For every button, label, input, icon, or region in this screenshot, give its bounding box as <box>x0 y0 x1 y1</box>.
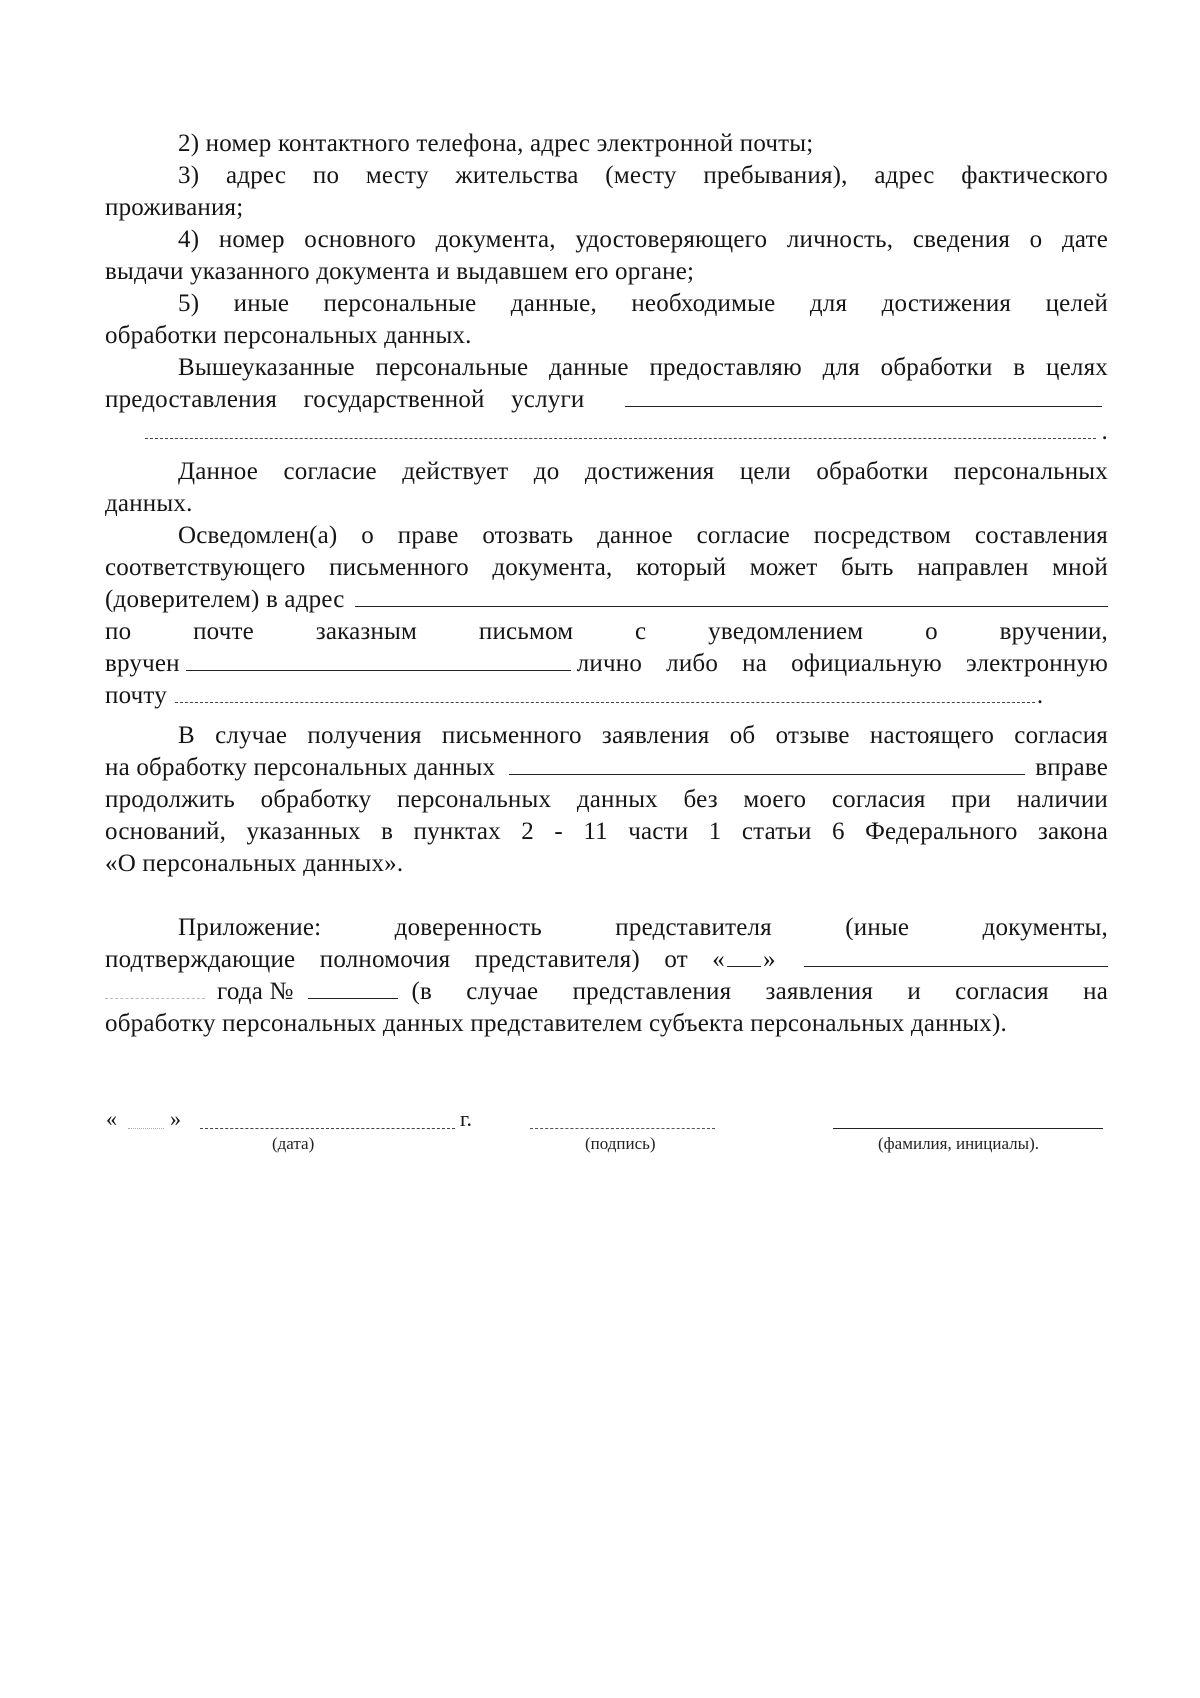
item-4-line-2: выдачи указанного документа и выдавшем его органе; <box>105 258 695 285</box>
operator-name-field[interactable] <box>509 752 1025 775</box>
signature-quote-close: » <box>170 1106 181 1131</box>
item-5-line-2: обработки персональных данных. <box>105 322 472 349</box>
revocation-email-label: почту <box>105 682 167 709</box>
signature-sign-caption: (подпись) <box>585 1134 656 1153</box>
official-email-field[interactable] <box>175 680 1035 703</box>
attachment-day-field[interactable] <box>727 944 761 967</box>
revocation-line-5 <box>105 648 1108 680</box>
revocation-line-3 <box>105 584 1108 616</box>
withdrawal-line-5: «О персональных данных». <box>105 850 404 877</box>
validity-line-1: Данное согласие действует до достижения цели обработки персональных <box>178 458 1108 485</box>
delivered-to-field[interactable] <box>186 648 571 671</box>
attachment-year-field[interactable] <box>105 976 205 999</box>
attachment-line-1: Приложение: доверенность представителя (иные документы, <box>178 914 1108 941</box>
revocation-personally-text: лично либо на официальную электронную <box>576 650 1108 677</box>
signature-date-caption: (дата) <box>272 1134 315 1153</box>
withdrawal-entitled-text: вправе <box>1035 754 1108 781</box>
revocation-address-field[interactable] <box>355 584 1108 607</box>
withdrawal-line-2 <box>105 752 1108 784</box>
signature-name-caption: (фамилия, инициалы). <box>878 1134 1039 1153</box>
withdrawal-line-3: продолжить обработку персональных данных без моего согласия при наличии <box>105 786 1108 813</box>
purpose-service-label: предоставления государственной услуги <box>105 386 585 413</box>
attachment-month-field[interactable] <box>804 944 1108 967</box>
signature-quote-open: « <box>106 1106 117 1131</box>
signature-date-field[interactable] <box>200 1128 455 1129</box>
attachment-line-3 <box>105 976 1108 1008</box>
purpose-line-3 <box>105 416 1108 448</box>
purpose-line-1: Вышеуказанные персональные данные предоставляю для обработки в целях <box>178 354 1108 381</box>
service-name-field-continued[interactable] <box>145 416 1096 439</box>
signature-sign-field[interactable] <box>530 1128 715 1129</box>
attachment-case-text: (в случае представления заявления и согласия на <box>411 978 1108 1005</box>
withdrawal-line-1: В случае получения письменного заявления об отзыве настоящего согласия <box>178 722 1108 749</box>
attachment-number-field[interactable] <box>308 976 398 999</box>
revocation-address-label: (доверителем) в адрес <box>105 586 345 613</box>
withdrawal-processing-label: на обработку персональных данных <box>105 754 496 781</box>
revocation-delivered-label: вручен <box>105 650 180 677</box>
item-4-line-1: 4) номер основного документа, удостоверяющего личность, сведения о дате <box>178 226 1108 253</box>
service-name-field[interactable] <box>625 384 1103 407</box>
revocation-line-1: Осведомлен(а) о праве отозвать данное согласие посредством составления <box>178 522 1108 549</box>
signature-year-suffix: г. <box>460 1106 473 1131</box>
purpose-line-end: . <box>1101 418 1108 445</box>
revocation-line-2: соответствующего письменного документа, который может быть направлен мной <box>105 554 1108 581</box>
item-3-line-1: 3) адрес по месту жительства (месту пребывания), адрес фактического <box>178 162 1108 189</box>
signature-day-field[interactable] <box>128 1128 164 1129</box>
attachment-line-4: обработку персональных данных представителем субъекта персональных данных). <box>105 1010 1007 1037</box>
item-2: 2) номер контактного телефона, адрес электронной почты; <box>178 130 814 157</box>
revocation-line-end: . <box>1036 682 1044 709</box>
revocation-line-6 <box>105 680 1108 712</box>
attachment-authority-text: подтверждающие полномочия представителя) от « <box>105 946 725 973</box>
attachment-line-2 <box>105 944 1108 976</box>
purpose-line-2 <box>105 384 1108 416</box>
withdrawal-line-4: оснований, указанных в пунктах 2 - 11 части 1 статьи 6 Федерального закона <box>105 818 1108 845</box>
attachment-quote-close: » <box>763 946 776 973</box>
item-3-line-2: проживания; <box>105 194 244 221</box>
signature-name-field[interactable] <box>833 1128 1103 1129</box>
validity-line-2: данных. <box>105 490 193 517</box>
attachment-year-number-label: года № <box>217 978 294 1005</box>
item-5-line-1: 5) иные персональные данные, необходимые для достижения целей <box>178 290 1108 317</box>
revocation-line-4: по почте заказным письмом с уведомлением о вручении, <box>105 618 1108 645</box>
